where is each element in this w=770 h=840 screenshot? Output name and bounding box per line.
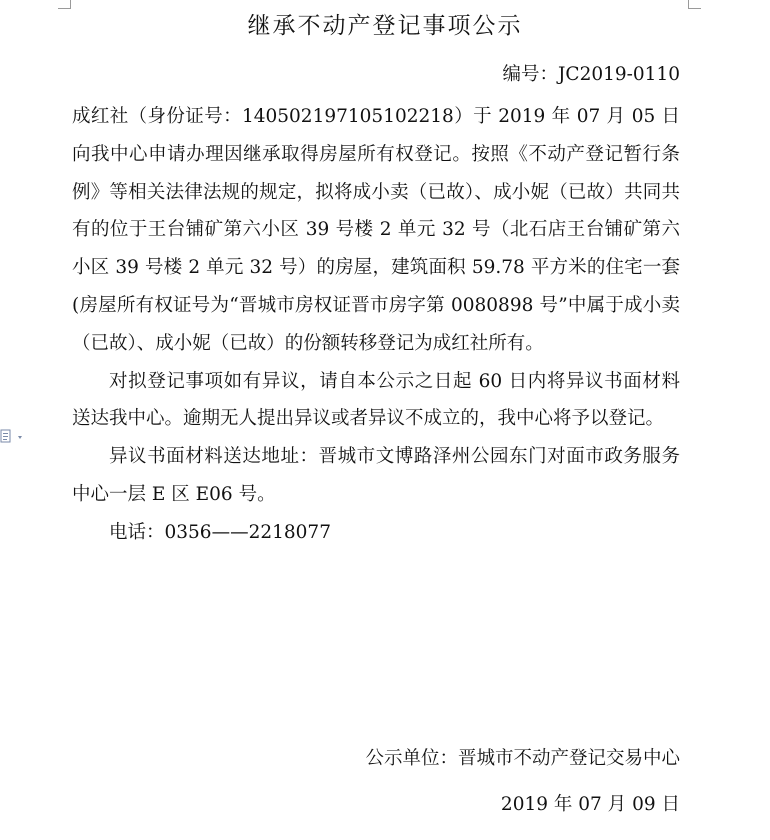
main-paragraph: 成红社（身份证号：140502197105102218）于 2019 年 07 月 05 日向我中心申请办理因继承取得房屋所有权登记。按照《不动产登记暂行条例》等相关法律法规的规定，拟将成小卖（已故）、成小妮（已故）共同共有的位于王台铺矿第六小区 39 号楼 2 单元 32 号（北石店王台铺矿第六小区 39 号楼 2 单元 32 号）的房屋，建筑面积 59.78 平方米的住宅一套(房屋所有权证号为“晋城市房权证晋市房字第 0080898 号”中属于成小卖（已故）、成小妮（已故）的份额转移登记为成红社所有。 <box>72 106 680 354</box>
address-paragraph: 异议书面材料送达地址：晋城市文博路泽州公园东门对面市政务服务中心一层 E 区 E06 号。 <box>72 446 680 505</box>
issue-date: 2019 年 07 月 09 日 <box>500 794 680 815</box>
document-title: 继承不动产登记事项公示 <box>247 13 523 39</box>
serial-number: 编号：JC2019-0110 <box>502 64 680 85</box>
issuing-unit: 公示单位：晋城市不动产登记交易中心 <box>365 748 680 769</box>
document-body <box>72 98 680 552</box>
phone-paragraph: 电话：0356——2218077 <box>109 521 331 543</box>
objection-paragraph: 对拟登记事项如有异议，请自本公示之日起 60 日内将异议书面材料送达我中心。逾期无人提出异议或者异议不成立的，我中心将予以登记。 <box>72 370 680 430</box>
crop-mark-top-right <box>688 0 701 9</box>
paste-options-icon[interactable] <box>0 428 30 446</box>
crop-mark-top-left <box>58 0 71 9</box>
